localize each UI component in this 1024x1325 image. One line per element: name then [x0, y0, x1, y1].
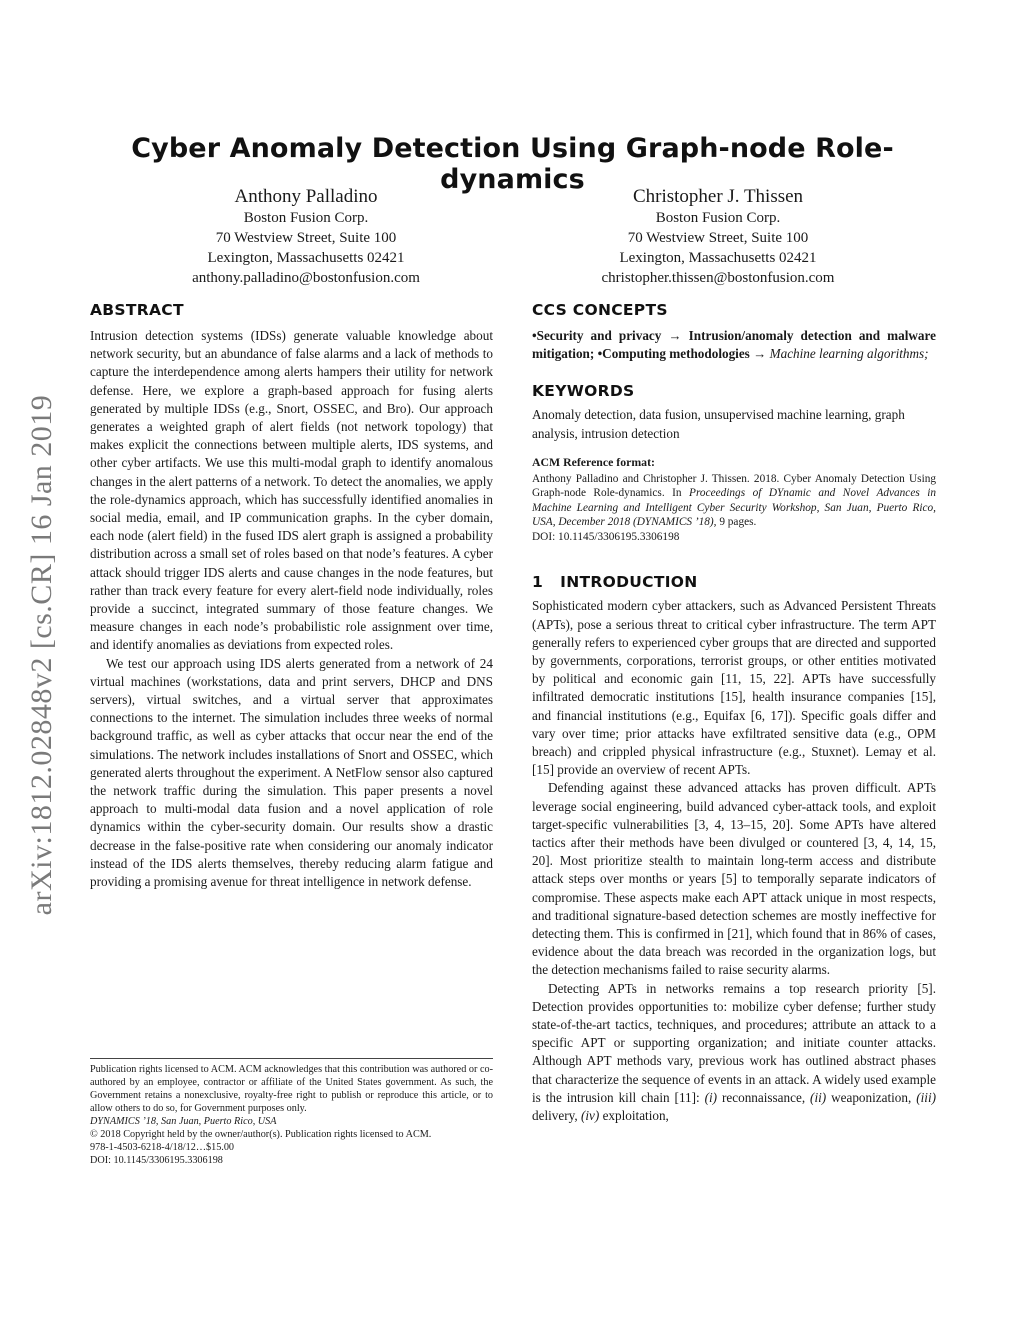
introduction-heading: 1 INTRODUCTION — [532, 573, 698, 592]
author-affiliation: Boston Fusion Corp. — [243, 210, 369, 226]
ccs-italic-text: Machine learning algorithms; — [769, 346, 929, 362]
author-name: Christopher J. Thissen — [632, 186, 804, 207]
acm-reference-venue: Proceedings of DYnamic and Novel Advances in Machine Learning and Intelligent Cyber Security Workshop, San Juan, Puerto Rico, USA, December 2018 (DYNAMICS ’18), — [532, 487, 936, 529]
left-column — [90, 300, 493, 891]
right-column — [532, 300, 936, 1125]
arxiv-identifier: arXiv:1812.02848v2 [cs.CR] 16 Jan 2019 — [25, 394, 58, 916]
acm-reference-text — [532, 472, 936, 530]
acm-reference — [532, 455, 936, 545]
arxiv-sidebar-stamp — [22, 365, 62, 945]
acm-reference-doi: DOI: 10.1145/3306195.3306198 — [532, 530, 680, 543]
author-affiliation: Boston Fusion Corp. — [655, 210, 781, 226]
author-street: 70 Westview Street, Suite 100 — [215, 230, 397, 246]
kill-chain-step-3: delivery, — [532, 1108, 581, 1123]
author-block-2 — [553, 186, 883, 288]
footnote-copyright: © 2018 Copyright held by the owner/author(s). Publication rights licensed to ACM. — [90, 1129, 432, 1140]
kill-chain-step-2: weaponization, — [826, 1089, 917, 1105]
author-city: Lexington, Massachusetts 02421 — [207, 250, 405, 266]
acm-reference-pages: 9 pages. — [719, 516, 757, 529]
kill-chain-roman-4: (iv) — [580, 1108, 600, 1123]
kill-chain-step-4: exploitation, — [599, 1108, 669, 1123]
author-block-1 — [141, 186, 471, 288]
intro-paragraph-3 — [532, 980, 936, 1126]
abstract-paragraph-1: Intrusion detection systems (IDSs) generate valuable knowledge about network security, but an abundance of false alarms and a lack of methods to capture the interdependence among alerts hampers their utility for network defense. Here, we explore a graph-based approach for fusing alerts generated by multiple IDSs (e.g., Snort, OSSEC, and Bro). Our approach generates a weighted graph of alert fields (not network topology) that makes explicit the connections between multiple alerts, IDS systems, and other cyber artifacts. We use this multi-modal graph to identify anomalous changes in the alert patterns of a network. To detect the anomalies, we apply the role-dynamics approach, which has successfully identified anomalies in social media, email, and IP communication graphs. In the cyber domain, each node (alert field) in the fused IDS alert graph is assigned a probability distribution across a small set of roles based on that node’s features. A cyber attack should trigger IDS alerts and cause changes in the node features, but rather than track every feature for every alert-field node individually, roles provide a succinct, integrated summary of those feature changes. We measure changes in each node’s probabilistic role assignment over time, and identify anomalies as deviations from expected roles. — [90, 328, 493, 653]
abstract-heading: ABSTRACT — [90, 301, 184, 319]
intro-paragraph-2: Defending against these advanced attacks has proven difficult. APTs leverage social engineering, build advanced cyber-attack tools, and exploit target-specific vulnerabilities [3, 4, 13–15, 20]. Some APTs have altered tactics after their methods have been divulged or countered [3, 4, 14, 15, 20]. Most prioritize stealth to maintain long-term access and distribute attack steps over months or years [5] to temporally separate indicators of compromise. These aspects make each APT attack unique in most respects, and traditional signature-based detection schemes are mostly ineffective for detecting them. This is confirmed in [21], which found that in 86% of cases, evidence about the data breach was recorded in the organization logs, but the detection mechanisms failed to raise security alarms. — [532, 780, 936, 978]
ccs-bold-text: •Security and privacy → Intrusion/anomaly detection and malware mitigation; •Computing methodologies → — [532, 328, 936, 362]
intro-paragraph-1: Sophisticated modern cyber attackers, such as Advanced Persistent Threats (APTs), pose a serious threat to critical cyber infrastructure. The term APT generally refers to experienced cyber groups that are directed and supported by governments, corporations, terrorist groups, or other entities motivated by political and economic gain [11, 15, 22]. APTs have successfully infiltrated democratic institutions [15], health insurance companies [15], and financial institutions (e.g., Equifax [6, 17]). Specific goals differ and vary over time; prior attacks have exfiltrated sensitive data (e.g., OPM breach) and crippled physical infrastructure (e.g., Stuxnet). Lemay et al. [15] provide an overview of recent APTs. — [532, 598, 936, 778]
footnote-rights: Publication rights licensed to ACM. ACM acknowledges that this contribution was authored or co-authored by an employee, contractor or affiliate of the United States government. As such, the Government retains a nonexclusive, royalty-free right to publish or reproduce this article, or to allow others to do so, for Government purposes only. — [90, 1064, 493, 1114]
kill-chain-roman-3: (iii) — [916, 1089, 936, 1105]
acm-reference-authors: Anthony Palladino and Christopher J. Thissen. 2018. Cyber Anomaly Detection Using Graph-node Role-dynamics. In — [532, 472, 936, 500]
author-email: christopher.thissen@bostonfusion.com — [601, 270, 835, 286]
footnote-conference: DYNAMICS ’18, San Juan, Puerto Rico, USA — [90, 1116, 277, 1127]
intro-paragraph-3-text: Detecting APTs in networks remains a top research priority [5]. Detection provides opportunities to: mobilize cyber defense; further study state-of-the-art tactics, techniques, and procedures; attribute an attack to a specific APT or supporting organization; and initiate counter attacks. Although APT methods vary, previous work has outlined abstract phases that characterize the sequence of events in an attack. A widely used example is the intrusion kill chain [11]: — [532, 980, 936, 1105]
author-name: Anthony Palladino — [234, 186, 378, 207]
kill-chain-roman-1: (i) — [704, 1089, 718, 1105]
kill-chain-step-1: reconnaissance, — [717, 1089, 811, 1105]
keywords-heading: KEYWORDS — [532, 382, 635, 401]
ccs-heading: CCS CONCEPTS — [532, 301, 668, 319]
acm-reference-heading: ACM Reference format: — [532, 454, 655, 469]
footnote-doi: DOI: 10.1145/3306195.3306198 — [90, 1155, 223, 1166]
abstract-paragraph-2: We test our approach using IDS alerts generated from a network of 24 virtual machines (workstations, data and print servers, DHCP and DNS servers), virtual switches, and a virtual server that approximates connections to the internet. The simulation includes three weeks of normal background traffic, as well as cyber attacks that occur near the end of the simulations. The network includes installations of Snort and OSSEC, which generated alerts throughout the experiment. A NetFlow sensor also captured the network traffic during the simulation. This paper presents a novel approach to multi-modal data fusion and a novel application of role dynamics within the cyber-security domain. Our results show a drastic decrease in the false-positive rate when considering our anomaly indicator instead of the IDS alerts themselves, thereby reducing alarm fatigue and providing a promising avenue for threat intelligence in network defense. — [90, 655, 493, 890]
footnote-block — [90, 1058, 493, 1167]
author-city: Lexington, Massachusetts 02421 — [619, 250, 817, 266]
author-street: 70 Westview Street, Suite 100 — [627, 230, 809, 246]
paper-title: Cyber Anomaly Detection Using Graph-node Role-dynamics — [131, 133, 894, 195]
kill-chain-roman-2: (ii) — [810, 1089, 827, 1105]
keywords-text: Anomaly detection, data fusion, unsupervised machine learning, graph analysis, intrusion detection — [532, 407, 905, 441]
footnote-isbn: 978-1-4503-6218-4/18/12…$15.00 — [90, 1142, 235, 1153]
ccs-concepts — [532, 327, 936, 363]
author-email: anthony.palladino@bostonfusion.com — [192, 270, 420, 286]
